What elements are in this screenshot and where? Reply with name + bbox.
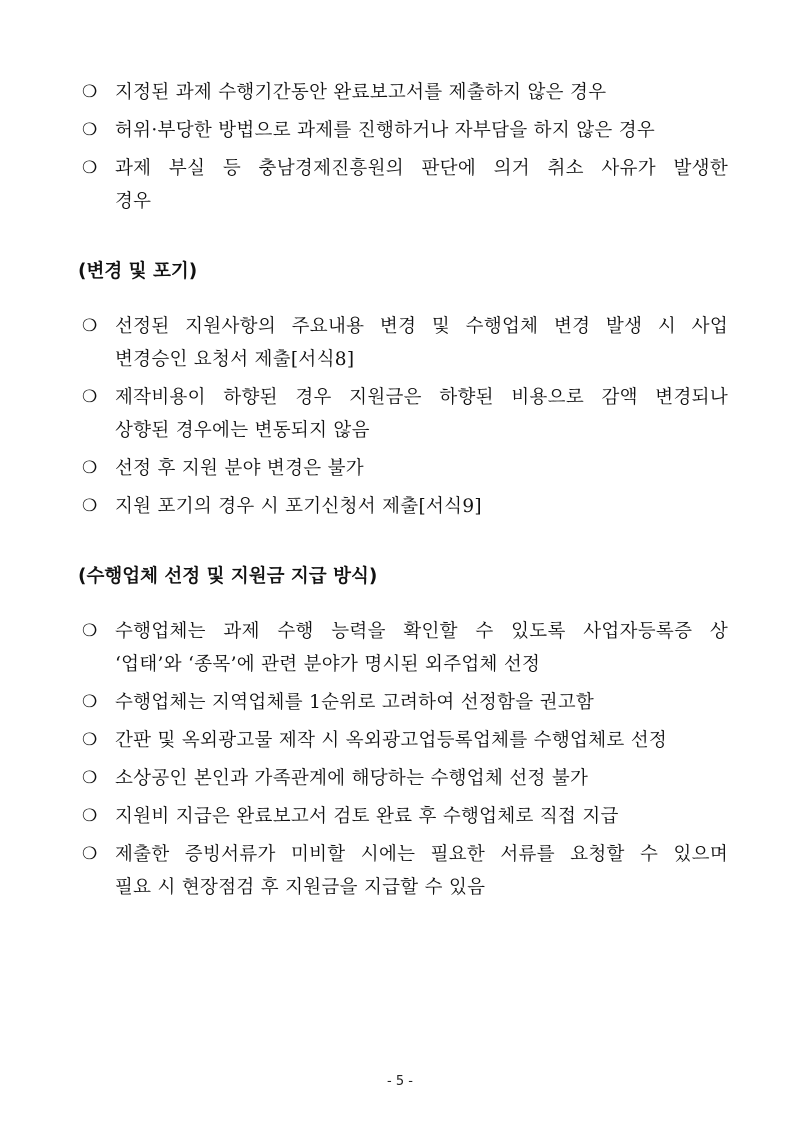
- circle-bullet-icon: ❍: [82, 458, 98, 478]
- list-item-text: 상향된 경우에는 변동되지 않음: [115, 420, 370, 441]
- list-item-text: 허위·부당한 방법으로 과제를 진행하거나 자부담을 하지 않은 경우: [115, 120, 656, 141]
- circle-bullet-icon: ❍: [82, 82, 98, 102]
- list-item: [78, 381, 728, 447]
- list-item: [78, 762, 728, 795]
- section-heading: (수행업체 선정 및 지원금 지급 방식): [78, 566, 378, 587]
- list-item-text: 선정된 지원사항의 주요내용 변경 및 수행업체 변경 발생 시 사업: [115, 316, 728, 337]
- list-item: [78, 724, 728, 757]
- list-item-text: 제작비용이 하향된 경우 지원금은 하향된 비용으로 감액 변경되나: [115, 387, 728, 408]
- list-item: [78, 686, 728, 719]
- list-item: [78, 76, 728, 109]
- list-item-text: 필요 시 현장점검 후 지원금을 지급할 수 있음: [115, 877, 486, 898]
- list-item-text: 제출한 증빙서류가 미비할 시에는 필요한 서류를 요청할 수 있으며: [115, 844, 728, 865]
- circle-bullet-icon: ❍: [82, 844, 98, 864]
- section: [78, 76, 728, 218]
- list-item-text: 지원비 지급은 완료보고서 검토 완료 후 수행업체로 직접 지급: [115, 806, 619, 827]
- list-item: [78, 838, 728, 904]
- page-number: - 5 -: [387, 1074, 413, 1089]
- circle-bullet-icon: ❍: [82, 692, 98, 712]
- circle-bullet-icon: ❍: [82, 158, 98, 178]
- document-body: [78, 76, 728, 909]
- list-item-text: 간판 및 옥외광고물 제작 시 옥외광고업등록업체를 수행업체로 선정: [115, 730, 668, 751]
- list-item-text: 과제 부실 등 충남경제진흥원의 판단에 의거 취소 사유가 발생한: [115, 158, 728, 179]
- list-item: [78, 310, 728, 376]
- list-item: [78, 800, 728, 833]
- section: [78, 255, 728, 523]
- circle-bullet-icon: ❍: [82, 768, 98, 788]
- list-item: [78, 152, 728, 218]
- list-item: [78, 114, 728, 147]
- list-item: [78, 452, 728, 485]
- circle-bullet-icon: ❍: [82, 496, 98, 516]
- list-item-text: 선정 후 지원 분야 변경은 불가: [115, 458, 364, 479]
- list-item: [78, 615, 728, 681]
- circle-bullet-icon: ❍: [82, 120, 98, 140]
- section: [78, 560, 728, 904]
- list-item-text: 수행업체는 지역업체를 1순위로 고려하여 선정함을 권고함: [115, 692, 595, 713]
- list-item-text: 수행업체는 과제 수행 능력을 확인할 수 있도록 사업자등록증 상: [115, 621, 728, 642]
- list-item-text: 지원 포기의 경우 시 포기신청서 제출[서식9]: [115, 496, 482, 517]
- list-item-text: 경우: [115, 191, 152, 212]
- list-item-text: 변경승인 요청서 제출[서식8]: [115, 349, 355, 370]
- circle-bullet-icon: ❍: [82, 387, 98, 407]
- list-item-text: 소상공인 본인과 가족관계에 해당하는 수행업체 선정 불가: [115, 768, 589, 789]
- list-item-text: 지정된 과제 수행기간동안 완료보고서를 제출하지 않은 경우: [115, 82, 607, 103]
- circle-bullet-icon: ❍: [82, 730, 98, 750]
- circle-bullet-icon: ❍: [82, 806, 98, 826]
- circle-bullet-icon: ❍: [82, 316, 98, 336]
- section-heading: (변경 및 포기): [78, 261, 198, 282]
- list-item: [78, 490, 728, 523]
- circle-bullet-icon: ❍: [82, 621, 98, 641]
- list-item-text: ‘업태’와 ‘종목’에 관련 분야가 명시된 외주업체 선정: [115, 654, 541, 675]
